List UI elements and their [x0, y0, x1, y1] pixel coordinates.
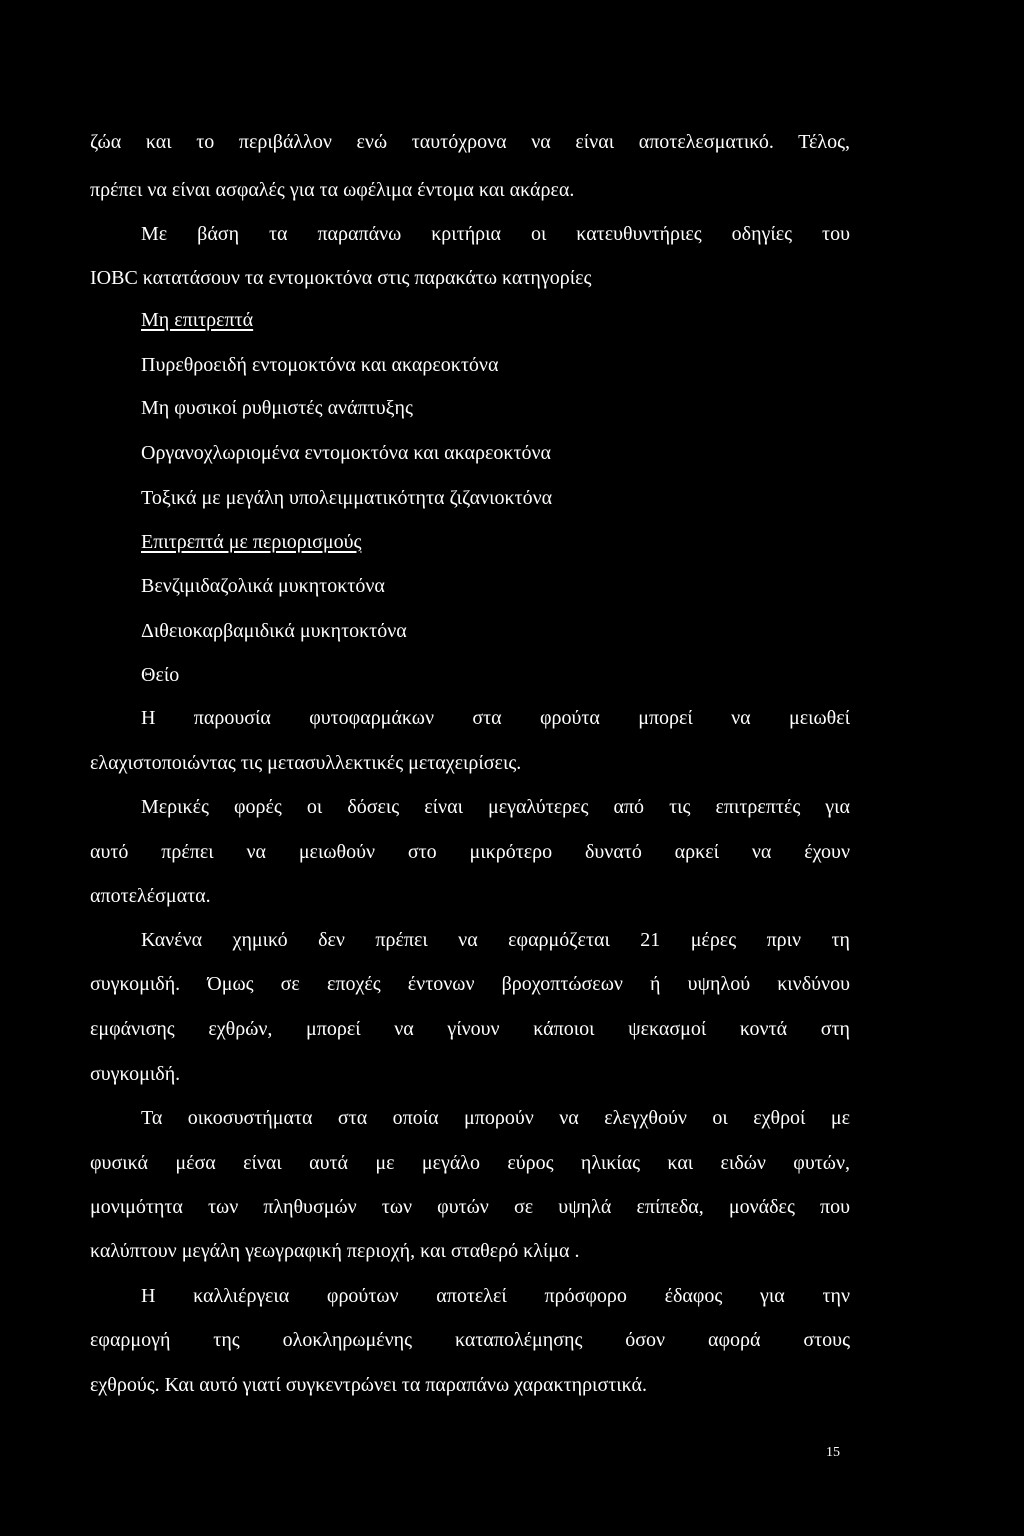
text-line: Με βάση τα παραπάνω κριτήρια οι κατευθυντήριες οδηγίες του [141, 223, 850, 245]
text-line: καλύπτουν μεγάλη γεωγραφική περιοχή, και σταθερό κλίμα . [90, 1240, 580, 1262]
text-line: Η παρουσία φυτοφαρμάκων στα φρούτα μπορεί να μειωθεί [141, 707, 850, 729]
text-line: ζώα και το περιβάλλον ενώ ταυτόχρονα να είναι αποτελεσματικό. Τέλος, [90, 131, 850, 153]
text-line: εχθρούς. Και αυτό γιατί συγκεντρώνει τα παραπάνω χαρακτηριστικά. [90, 1374, 648, 1396]
text-line: Η καλλιέργεια φρούτων αποτελεί πρόσφορο έδαφος για την [141, 1285, 850, 1307]
text-line: αποτελέσματα. [90, 885, 211, 907]
section-heading-permitted-with-restrictions: Επιτρεπτά με περιορισμούς [141, 531, 362, 553]
text-line: Τα οικοσυστήματα στα οποία μπορούν να ελεγχθούν οι εχθροί με [141, 1107, 850, 1129]
text-line: μονιμότητα των πληθυσμών των φυτών σε υψηλά επίπεδα, μονάδες που [90, 1196, 850, 1218]
text-line: ελαχιστοποιώντας τις μετασυλλεκτικές μεταχειρίσεις. [90, 752, 522, 774]
list-item: Τοξικά με μεγάλη υπολειμματικότητα ζιζανιοκτόνα [141, 487, 553, 509]
list-item: Διθειοκαρβαμιδικά μυκητοκτόνα [141, 620, 407, 642]
text-line: αυτό πρέπει να μειωθούν στο μικρότερο δυνατό αρκεί να έχουν [90, 841, 850, 863]
list-item: Πυρεθροειδή εντομοκτόνα και ακαρεοκτόνα [141, 354, 499, 376]
list-item: Μη φυσικοί ρυθμιστές ανάπτυξης [141, 397, 413, 419]
text-line: Μερικές φορές οι δόσεις είναι μεγαλύτερες από τις επιτρεπτές για [141, 796, 850, 818]
section-heading-not-permitted: Μη επιτρεπτά [141, 309, 254, 331]
text-line: φυσικά μέσα είναι αυτά με μεγάλο εύρος ηλικίας και ειδών φυτών, [90, 1152, 850, 1174]
text-line: εμφάνισης εχθρών, μπορεί να γίνουν κάποιοι ψεκασμοί κοντά στη [90, 1018, 850, 1040]
list-item: Βενζιμιδαζολικά μυκητοκτόνα [141, 575, 385, 597]
page-number: 15 [826, 1445, 840, 1460]
text-line: συγκομιδή. Όμως σε εποχές έντονων βροχοπτώσεων ή υψηλού κινδύνου [90, 973, 850, 995]
text-line: πρέπει να είναι ασφαλές για τα ωφέλιμα έντομα και ακάρεα. [90, 179, 575, 201]
text-line: IOBC κατατάσουν τα εντομοκτόνα στις παρακάτω κατηγορίες [90, 267, 592, 289]
text-line: Κανένα χημικό δεν πρέπει να εφαρμόζεται 21 μέρες πριν τη [141, 929, 850, 951]
text-line: συγκομιδή. [90, 1063, 181, 1085]
list-item: Οργανοχλωριομένα εντομοκτόνα και ακαρεοκτόνα [141, 442, 551, 464]
list-item: Θείο [141, 664, 180, 686]
text-line: εφαρμογή της ολοκληρωμένης καταπολέμησης όσον αφορά στους [90, 1329, 850, 1351]
